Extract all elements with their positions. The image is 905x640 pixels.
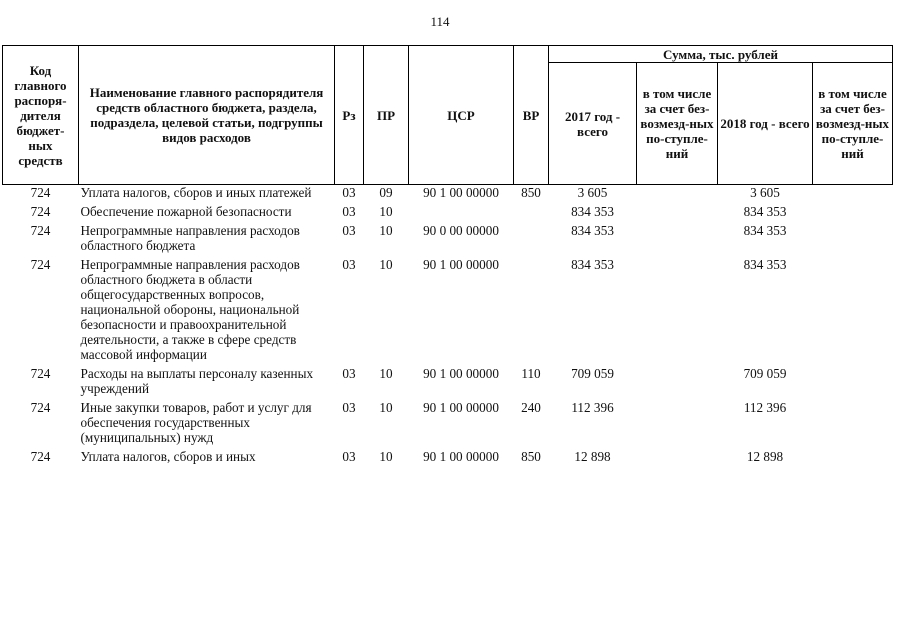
cell-pr: 10 [379, 223, 393, 238]
header-2017-total: 2017 год - всего [549, 63, 637, 185]
cell-2018-total: 834 353 [743, 257, 787, 272]
cell-2018-free [813, 366, 893, 400]
header-2018-free: в том числе за счет без-возмезд-ных по-ступле-ний [813, 63, 893, 185]
cell-rz: 03 [342, 257, 356, 272]
cell-pr: 09 [379, 185, 393, 200]
cell-vr [514, 223, 549, 257]
cell-code: 724 [30, 223, 51, 238]
cell-csr: 90 1 00 00000 [423, 185, 499, 200]
cell-2017-total: 709 059 [571, 366, 614, 381]
cell-name: Расходы на выплаты персоналу казенных учреждений [80, 366, 314, 396]
header-2018-total: 2018 год - всего [718, 63, 813, 185]
table-row [3, 204, 893, 223]
cell-csr [409, 204, 514, 223]
cell-2017-free [637, 223, 718, 257]
cell-csr: 90 1 00 00000 [423, 449, 499, 464]
table-body [3, 185, 893, 469]
cell-code: 724 [30, 204, 51, 219]
cell-csr: 90 1 00 00000 [423, 257, 499, 272]
cell-vr [514, 257, 549, 366]
cell-pr: 10 [379, 366, 393, 381]
cell-vr: 850 [521, 185, 541, 200]
cell-2017-total: 112 396 [571, 400, 614, 415]
cell-pr: 10 [379, 449, 393, 464]
table-row [3, 449, 893, 468]
header-sum-group: Сумма, тыс. рублей [549, 46, 893, 63]
page-number: 114 [430, 14, 450, 29]
cell-name: Иные закупки товаров, работ и услуг для обеспечения государственных (муниципальных) нужд [80, 400, 312, 445]
cell-name: Уплата налогов, сборов и иных платежей [80, 185, 312, 200]
cell-name: Непрограммные направления расходов областного бюджета в области общегосударственных вопросов, национальной обороны, национальной безопасности и правоохранительной деятельности, а также в сфере средств массовой информации [80, 257, 300, 362]
cell-2018-free [813, 257, 893, 366]
cell-vr: 240 [521, 400, 541, 415]
cell-vr: 110 [521, 366, 541, 381]
cell-2018-total: 709 059 [743, 366, 787, 381]
cell-2017-free [637, 400, 718, 449]
header-rz: Рз [335, 46, 364, 185]
cell-pr: 10 [379, 400, 393, 415]
table-header [3, 46, 893, 185]
cell-pr: 10 [379, 204, 393, 219]
cell-pr: 10 [379, 257, 393, 272]
cell-name: Обеспечение пожарной безопасности [80, 204, 292, 219]
cell-2017-total: 834 353 [571, 223, 614, 238]
cell-2017-total: 834 353 [571, 257, 614, 272]
cell-2018-total: 834 353 [743, 223, 787, 238]
cell-csr: 90 1 00 00000 [423, 366, 499, 381]
cell-code: 724 [30, 449, 51, 464]
cell-2018-total: 12 898 [746, 449, 784, 464]
header-2017-free: в том числе за счет без-возмезд-ных по-ступле-ний [637, 63, 718, 185]
cell-2017-total: 12 898 [574, 449, 611, 464]
header-vr: ВР [514, 46, 549, 185]
cell-2017-free [637, 449, 718, 468]
cell-code: 724 [30, 257, 51, 272]
cell-name: Непрограммные направления расходов областного бюджета [80, 223, 300, 253]
cell-rz: 03 [342, 223, 356, 238]
cell-2017-total: 3 605 [577, 185, 608, 200]
cell-rz: 03 [342, 185, 356, 200]
cell-rz: 03 [342, 400, 356, 415]
table-row [3, 257, 893, 366]
cell-csr: 90 0 00 00000 [423, 223, 499, 238]
header-csr: ЦСР [409, 46, 514, 185]
cell-vr: 850 [521, 449, 541, 464]
cell-code: 724 [30, 400, 51, 415]
header-code: Код главного распоря-дителя бюджет-ных средств [3, 46, 79, 185]
cell-name: Уплата налогов, сборов и иных [80, 449, 256, 464]
table-row [3, 185, 893, 205]
cell-2018-total: 112 396 [743, 400, 787, 415]
cell-2017-free [637, 366, 718, 400]
header-name: Наименование главного распорядителя средств областного бюджета, раздела, подраздела, целевой статьи, подгруппы видов расходов [79, 46, 335, 185]
cell-rz: 03 [342, 449, 356, 464]
header-pr: ПР [364, 46, 409, 185]
budget-table [2, 45, 893, 468]
cell-2018-free [813, 400, 893, 449]
cell-code: 724 [30, 185, 51, 200]
cell-2017-free [637, 257, 718, 366]
table-row [3, 223, 893, 257]
cell-2017-free [637, 204, 718, 223]
cell-vr [514, 204, 549, 223]
table-row [3, 400, 893, 449]
cell-code: 724 [30, 366, 51, 381]
cell-2018-free [813, 223, 893, 257]
cell-2018-total: 834 353 [743, 204, 787, 219]
cell-2017-total: 834 353 [571, 204, 614, 219]
cell-2018-free [813, 185, 893, 205]
cell-2017-free [637, 185, 718, 205]
table-row [3, 366, 893, 400]
cell-2018-free [813, 449, 893, 468]
cell-csr: 90 1 00 00000 [423, 400, 499, 415]
cell-2018-free [813, 204, 893, 223]
cell-rz: 03 [342, 366, 356, 381]
cell-2018-total: 3 605 [750, 185, 780, 200]
cell-rz: 03 [342, 204, 356, 219]
